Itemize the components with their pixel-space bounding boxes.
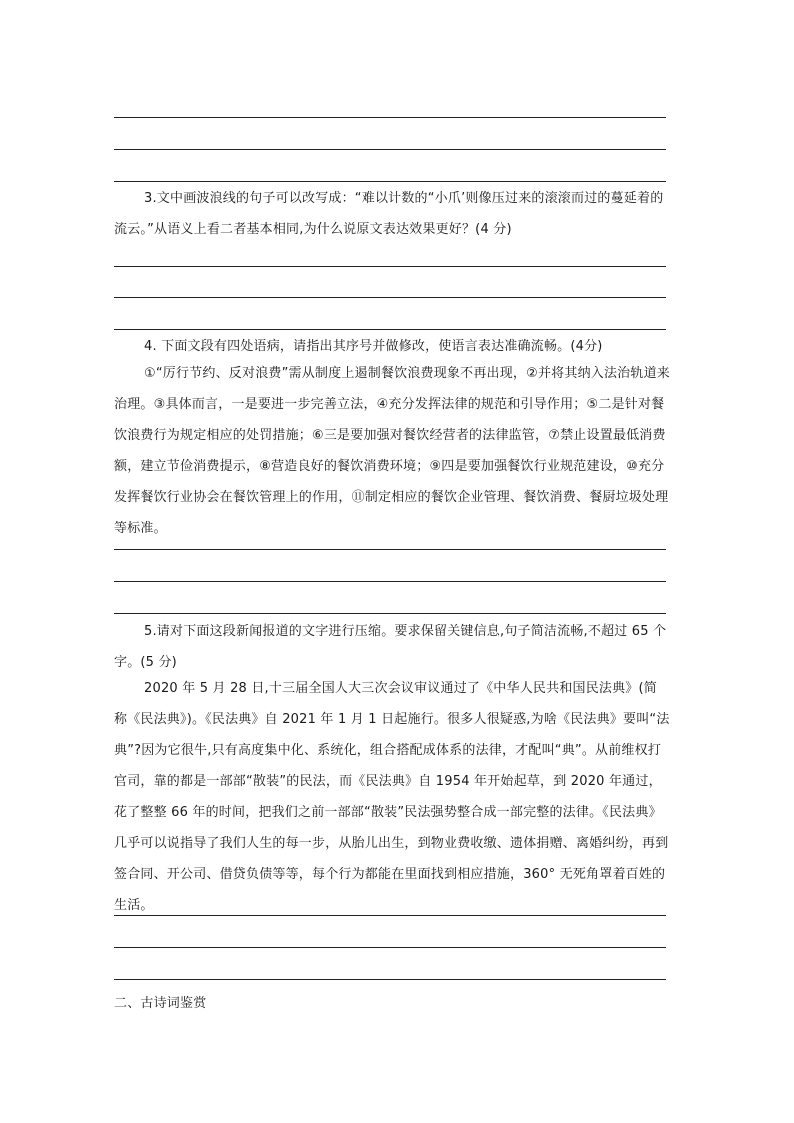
answer-line [114, 947, 666, 948]
answer-line [114, 549, 666, 550]
question-5-passage: 2020 年 5 月 28 日,十三届全国人大三次会议审议通过了《中华人民共和国民法典》(简称《民法典》)。《民法典》自 2021 年 1 月 1 日起施行。很多人很疑惑,为啥《民法典》要叫“法典”?因为它很牛,只有高度集中化、系统化，组合搭配成体系的法律，才配叫“典”。从前维权打官司，靠的都是一部部“散装”的民法，而《民法典》自 1954 年开始起草，到 2020 年通过，花了整整 66 年的时间，把我们之前一部部“散装”民法强势整合成一部完整的法律。《民法典》几乎可以说指导了我们人生的每一步，从胎儿出生，到物业费收缴、遗体捐赠、离婚纠纷，再到签合同、开公司、借贷负债等等，每个行为都能在里面找到相应措施，360° 无死角罩着百姓的生活。 [114, 681, 670, 913]
question-4-passage: ①“厉行节约、反对浪费”需从制度上遏制餐饮浪费现象不再出现，②并将其纳入法治轨道来治理。③具体而言，一是要进一步完善立法，④充分发挥法律的规范和引导作用；⑤二是针对餐饮浪费行为规定相应的处罚措施；⑥三是要加强对餐饮经营者的法律监管，⑦禁止设置最低消费额，建立节俭消费提示，⑧营造良好的餐饮消费环境；⑨四是要加强餐饮行业规范建设，⑩充分发挥餐饮行业协会在餐饮管理上的作用，⑪制定相应的餐饮企业管理、餐饮消费、餐厨垃圾处理等标准。 [114, 366, 670, 536]
answer-line [114, 581, 666, 582]
answer-line [114, 979, 666, 980]
answer-line [114, 613, 666, 614]
answer-line [114, 266, 666, 267]
answer-line [114, 297, 666, 298]
answer-line [114, 149, 666, 150]
answer-line [114, 915, 666, 916]
section-heading: 二、古诗词鉴赏 [114, 996, 207, 1011]
answer-line [114, 181, 666, 182]
question-5-prompt: 5.请对下面这段新闻报道的文字进行压缩。要求保留关键信息,句子简洁流畅,不超过 65 个字。(5 分) [114, 624, 667, 670]
answer-line [114, 329, 666, 330]
question-4-prompt: 4. 下面文段有四处语病，请指出其序号并做修改，使语言表达准确流畅。(4分) [144, 339, 603, 354]
question-3-prompt: 3.文中画波浪线的句子可以改写成：“难以计数的“小爪’则像压过来的滚滚而过的蔓延着的流云。”从语义上看二者基本相同,为什么说原文表达效果更好？(4 分) [114, 191, 664, 237]
answer-line [114, 117, 666, 118]
